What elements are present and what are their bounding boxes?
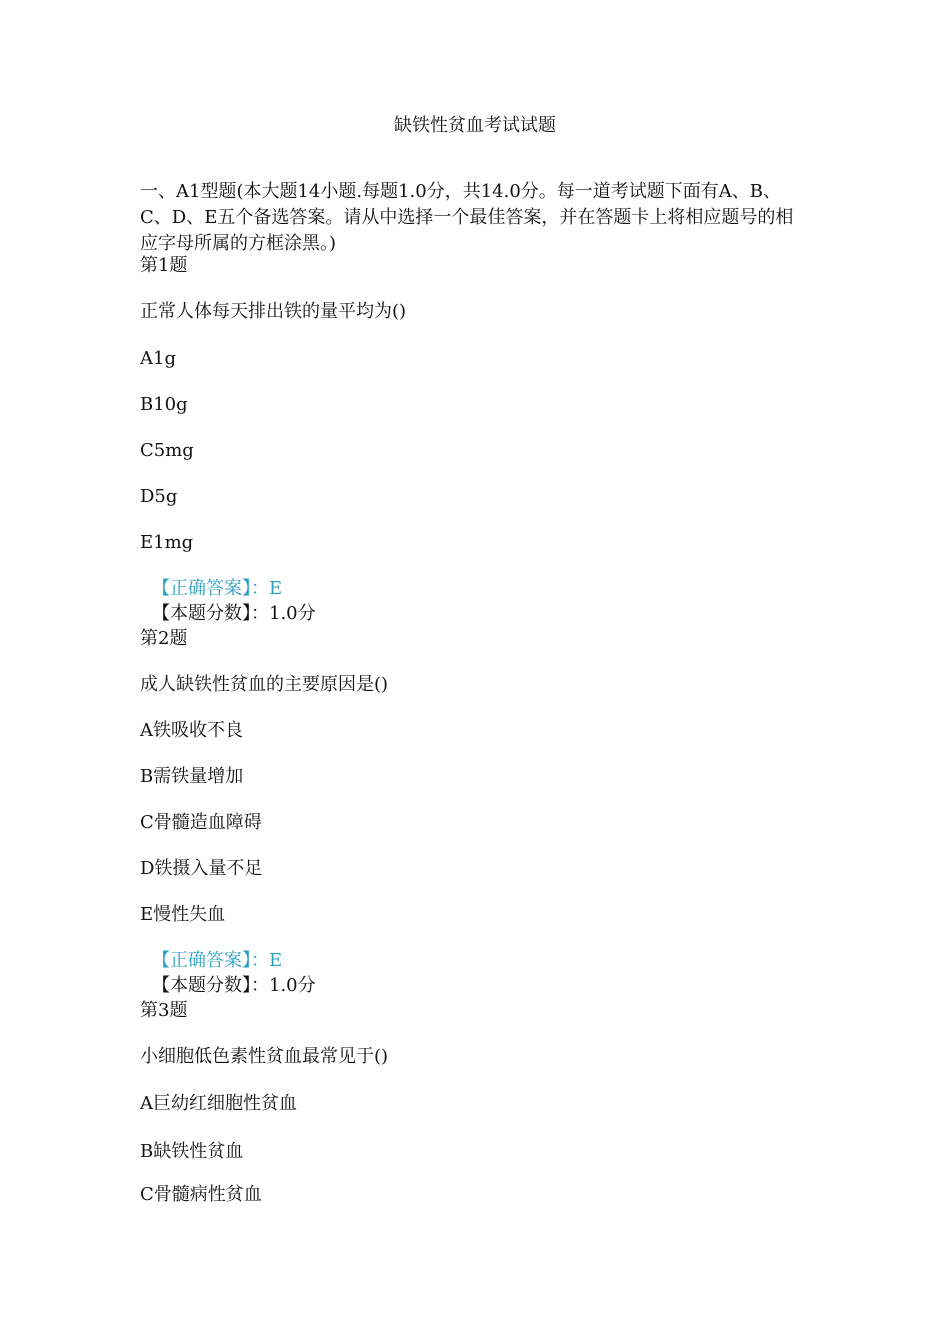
option-c: C骨髓病性贫血 [140,1184,262,1205]
question-stem: 小细胞低色素性贫血最常见于() [140,1046,389,1067]
option-e: E慢性失血 [140,904,226,925]
option-b: B10g [140,394,188,415]
question-number: 第3题 [140,1000,188,1021]
option-a: A铁吸收不良 [140,720,243,741]
correct-answer: 【正确答案】：E [152,578,283,599]
question-stem: 成人缺铁性贫血的主要原因是() [140,674,389,695]
document-title: 缺铁性贫血考试试题 [394,115,556,136]
question-stem: 正常人体每天排出铁的量平均为() [140,301,407,322]
question-score: 【本题分数】：1.0分 [152,975,316,996]
option-a: A1g [140,348,176,369]
correct-answer: 【正确答案】：E [152,950,283,971]
option-a: A巨幼红细胞性贫血 [140,1093,297,1114]
section-intro: 一、A1型题(本大题14小题.每题1.0分，共14.0分。每一道考试题下面有A、B、C、D、E五个备选答案。请从中选择一个最佳答案，并在答题卡上将相应题号的相应字母所属的方框涂黑。) [140,181,794,254]
option-c: C5mg [140,440,194,461]
option-b: B缺铁性贫血 [140,1141,244,1162]
option-d: D5g [140,486,178,507]
option-c: C骨髓造血障碍 [140,812,262,833]
question-number: 第2题 [140,628,188,649]
question-score: 【本题分数】：1.0分 [152,603,316,624]
question-number: 第1题 [140,255,188,276]
option-b: B需铁量增加 [140,766,244,787]
option-d: D铁摄入量不足 [140,858,263,879]
option-e: E1mg [140,532,194,553]
